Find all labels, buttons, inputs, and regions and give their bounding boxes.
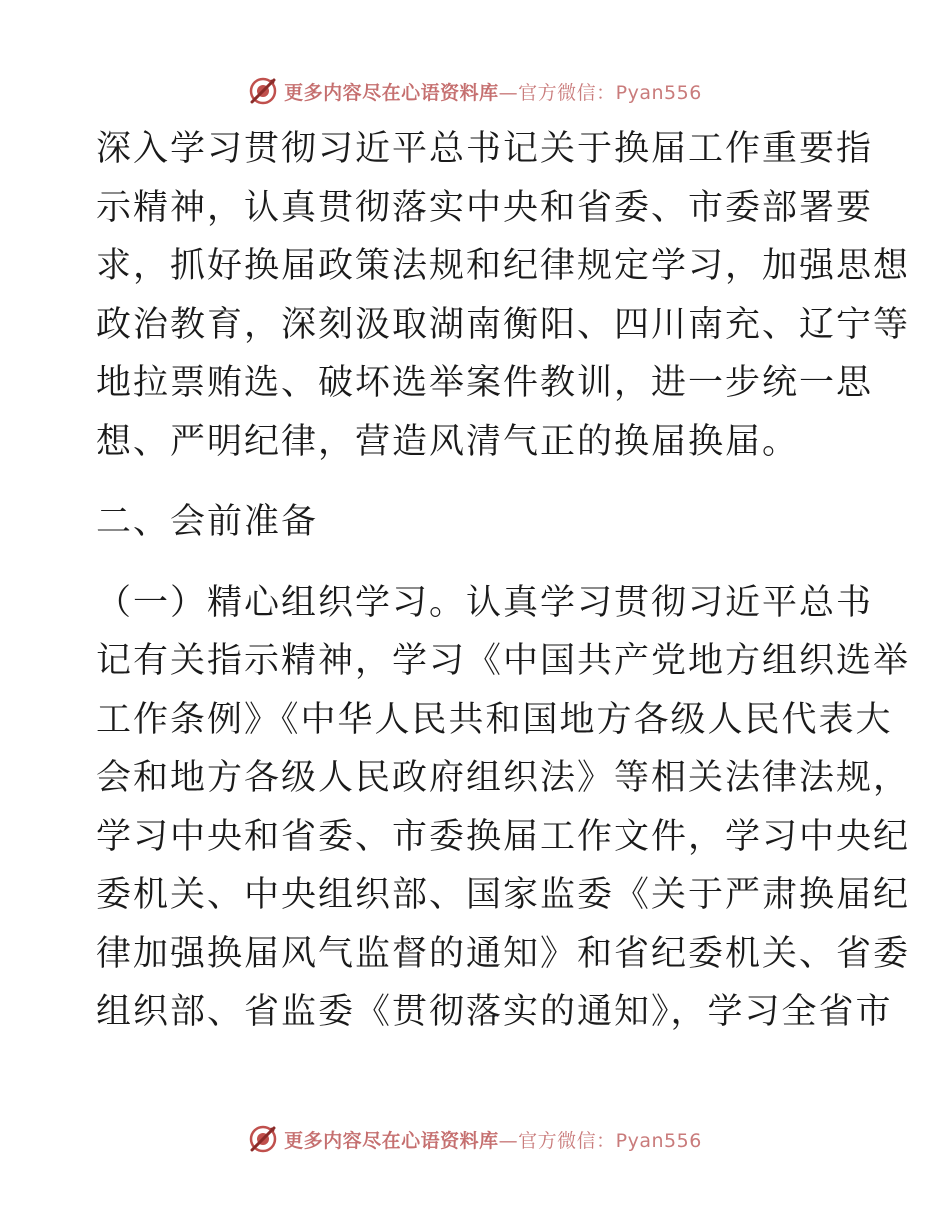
watermark-brand: 更多内容尽在心语资料库 (284, 1129, 499, 1152)
text-line: 组织部、省监委《贯彻落实的通知》，学习全省市 (96, 992, 893, 1032)
text-line: 深入学习贯彻习近平总书记关于换届工作重要指 (96, 129, 874, 169)
watermark-text (284, 78, 702, 105)
watermark-separator: — (498, 81, 519, 104)
paragraph-2 (96, 574, 911, 1042)
text-line: 求，抓好换届政策法规和纪律规定学习，加强思想 (96, 246, 911, 286)
section-heading: 二、会前准备 (96, 502, 319, 542)
brand-logo-icon (248, 76, 278, 106)
text-line: 委机关、中央组织部、国家监委《关于严肃换届纪 (96, 875, 911, 915)
header-watermark (0, 71, 950, 111)
watermark-contact: 官方微信：Pyan556 (518, 81, 702, 104)
text-line: 想、严明纪律，营造风清气正的换届换届。 (96, 421, 800, 462)
text-line: 学习中央和省委、市委换届工作文件，学习中央纪 (96, 816, 911, 857)
text-line: （一）精心组织学习。认真学习贯彻习近平总书 (96, 582, 874, 623)
text-line: 记有关指示精神，学习《中国共产党地方组织选举 (96, 641, 911, 681)
text-line: 工作条例》《中华人民共和国地方各级人民代表大 (96, 699, 893, 740)
text-line: 会和地方各级人民政府组织法》等相关法律法规， (96, 758, 911, 798)
footer-watermark (0, 1119, 950, 1159)
watermark-contact: 官方微信：Pyan556 (518, 1129, 702, 1152)
text-line: 律加强换届风气监督的通知》和省纪委机关、省委 (96, 933, 911, 974)
text-line: 示精神，认真贯彻落实中央和省委、市委部署要 (96, 187, 874, 228)
document-body (96, 120, 911, 1042)
watermark-text (284, 1126, 702, 1153)
paragraph-1 (96, 120, 911, 471)
watermark-brand: 更多内容尽在心语资料库 (284, 81, 499, 104)
watermark-separator: — (498, 1129, 519, 1152)
brand-logo-icon (248, 1124, 278, 1154)
text-line: 政治教育，深刻汲取湖南衡阳、四川南充、辽宁等 (96, 304, 911, 345)
text-line: 地拉票贿选、破坏选举案件教训，进一步统一思 (96, 363, 874, 403)
